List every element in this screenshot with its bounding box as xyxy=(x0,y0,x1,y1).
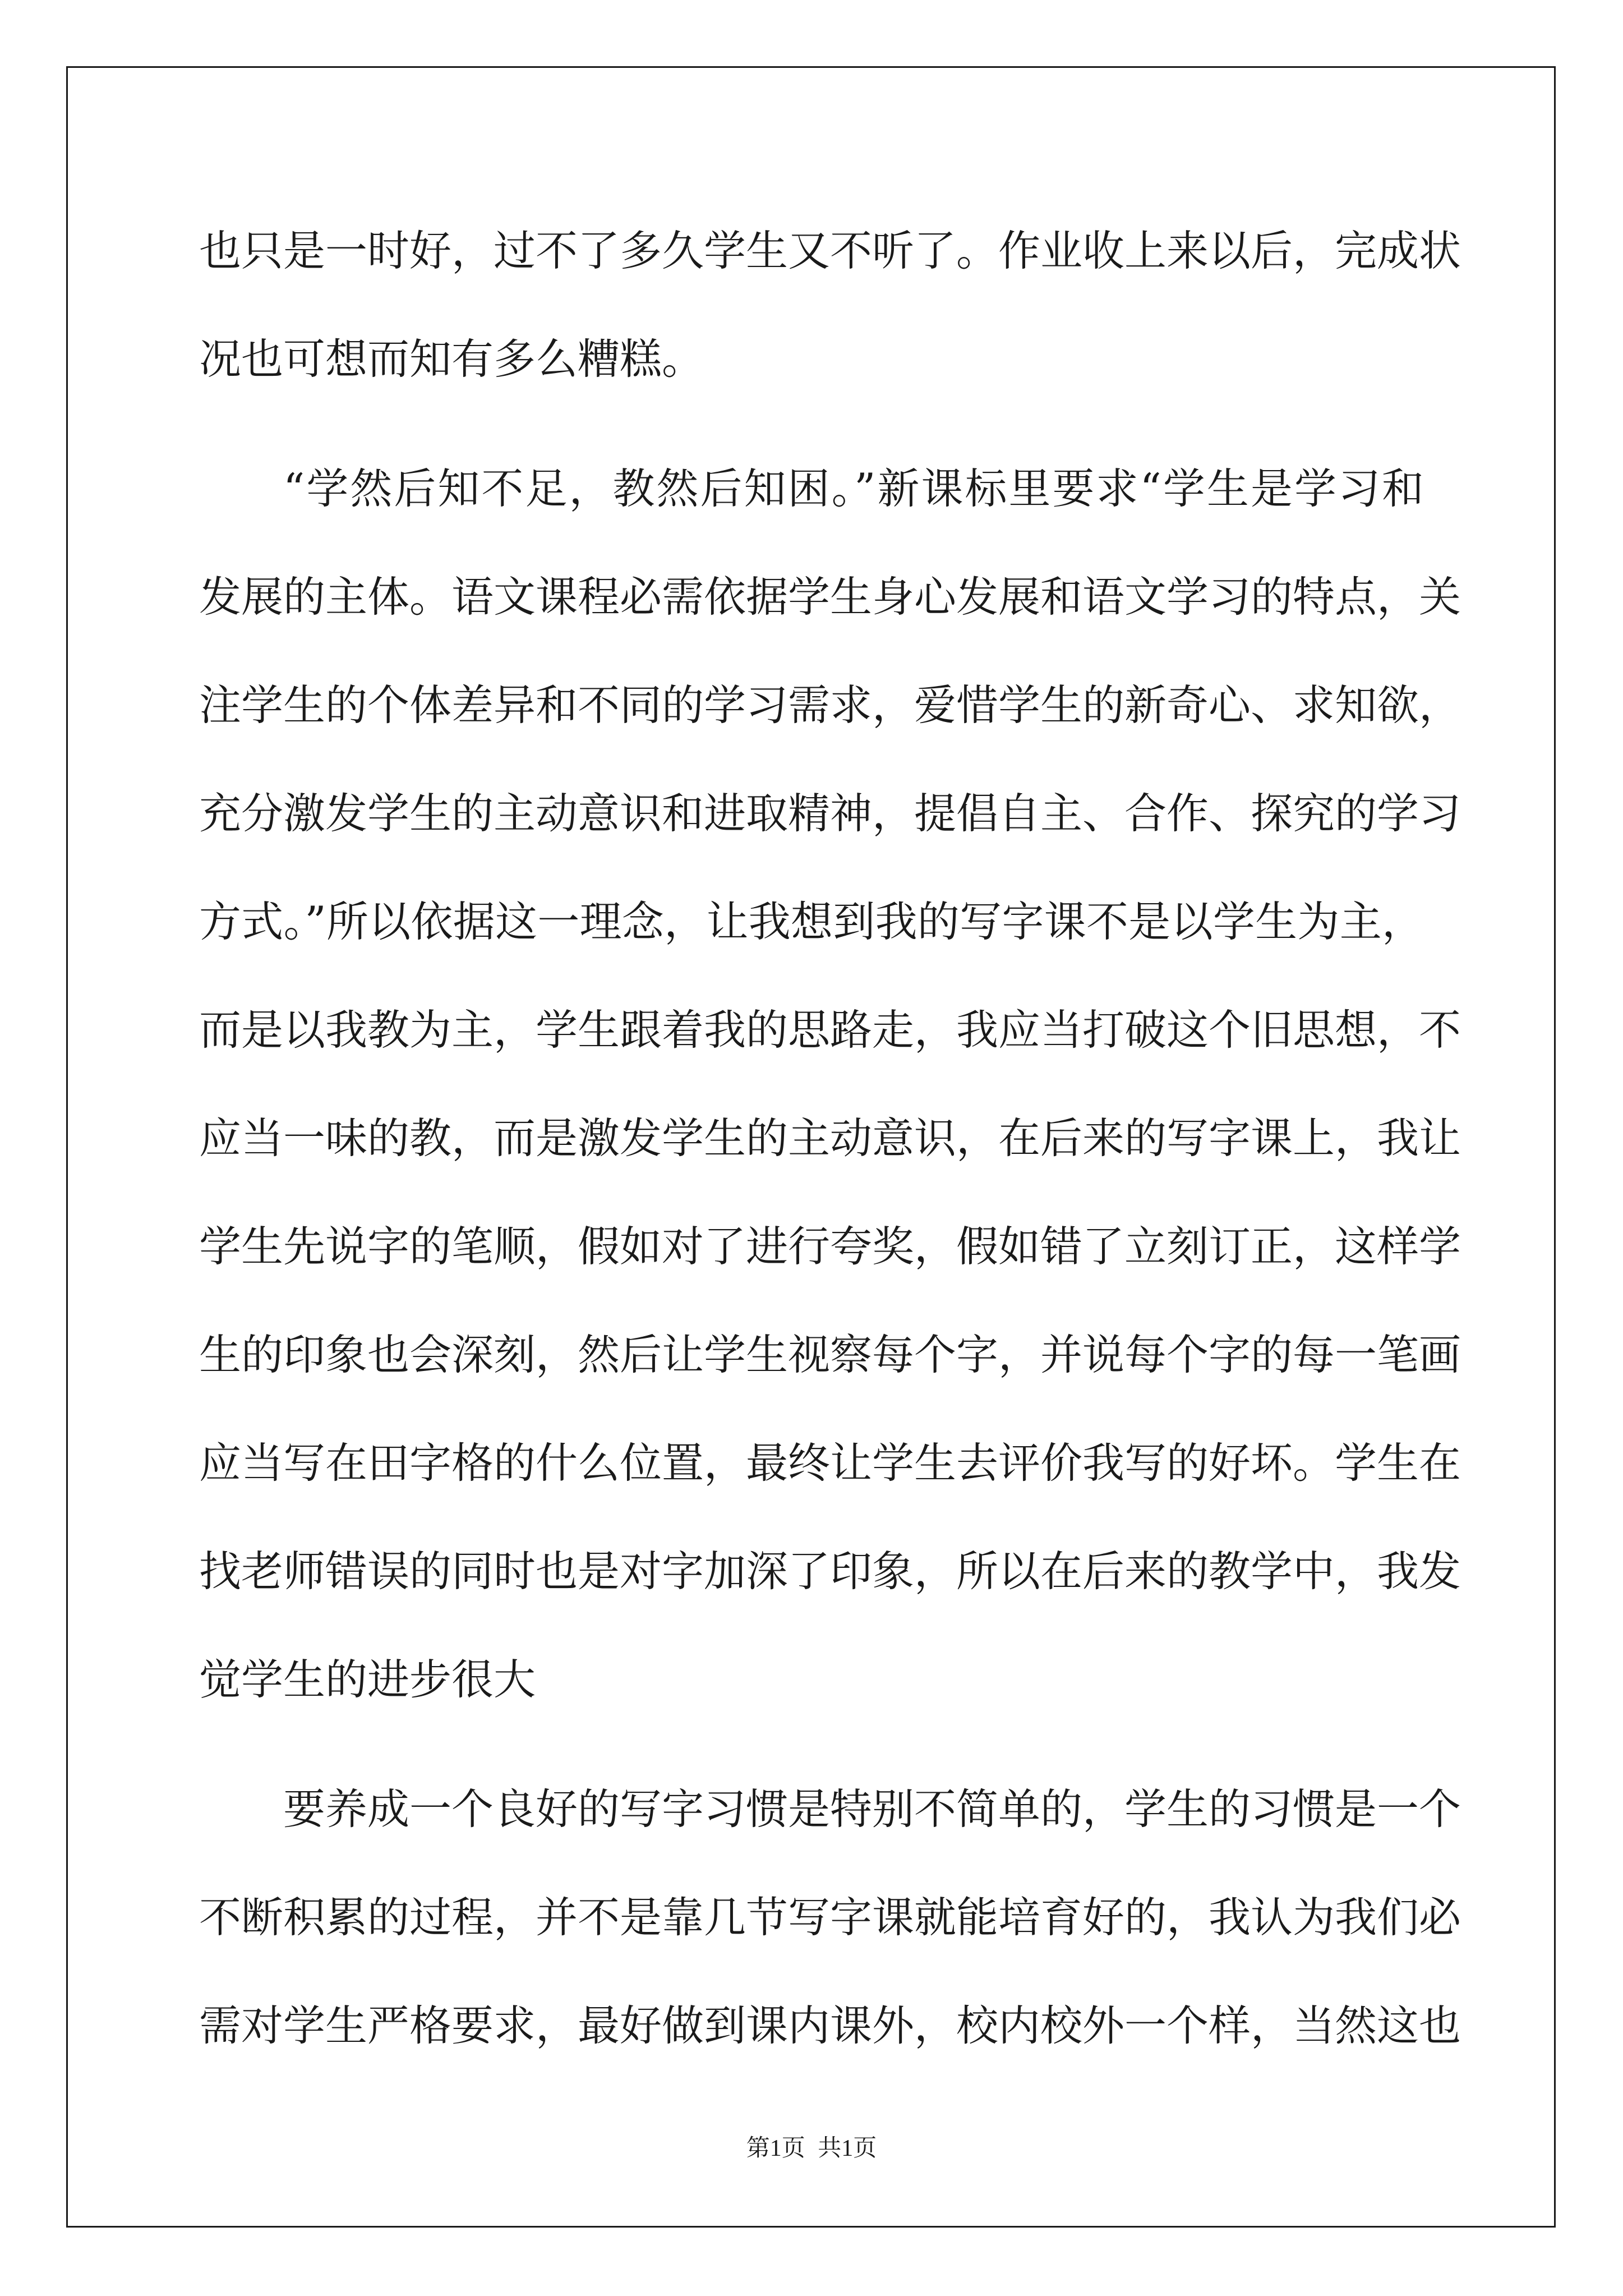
paragraph xyxy=(199,447,1461,1746)
text-line: 要养成一个良好的写字习惯是特别不简单的，学生的习惯是一个 xyxy=(283,1784,1461,1834)
text-line: 而是以我教为主，学生跟着我的思路走，我应当打破这个旧思想，不 xyxy=(199,1005,1461,1055)
page-footer xyxy=(0,2129,1623,2163)
paragraph xyxy=(199,1767,1461,2092)
text-line: 学生先说字的笔顺，假如对了进行夸奖，假如错了立刻订正，这样学 xyxy=(199,1222,1461,1271)
total-pages: 共1页 xyxy=(818,2136,877,2161)
text-line: 生的印象也会深刻，然后让学生视察每个字，并说每个字的每一笔画 xyxy=(199,1330,1461,1379)
text-line: 找老师错误的同时也是对字加深了印象，所以在后来的教学中，我发 xyxy=(199,1547,1461,1596)
paragraph xyxy=(199,209,1461,425)
text-line: 需对学生严格要求，最好做到课内课外，校内校外一个样，当然这也 xyxy=(199,2001,1461,2050)
text-line: 应当一味的教，而是激发学生的主动意识，在后来的写字课上，我让 xyxy=(199,1114,1461,1163)
text-line: 况也可想而知有多么糟糕。 xyxy=(199,334,704,384)
text-line: 方式。”所以依据这一理念，让我想到我的写字课不是以学生为主， xyxy=(199,897,1424,946)
text-line: 不断积累的过程，并不是靠几节写字课就能培育好的，我认为我们必 xyxy=(199,1893,1461,1942)
page-number: 第1页 xyxy=(746,2136,805,2161)
text-line: 觉学生的进步很大 xyxy=(199,1655,536,1704)
text-line: 发展的主体。语文课程必需依据学生身心发展和语文学习的特点，关 xyxy=(199,572,1461,622)
text-line: 注学生的个体差异和不同的学习需求，爱惜学生的新奇心、求知欲， xyxy=(199,680,1461,730)
text-line: “学然后知不足，教然后知困。”新课标里要求“学生是学习和 xyxy=(283,464,1424,513)
text-line: 应当写在田字格的什么位置，最终让学生去评价我写的好坏。学生在 xyxy=(199,1438,1461,1488)
document-body xyxy=(199,209,1461,2092)
text-line: 也只是一时好，过不了多久学生又不听了。作业收上来以后，完成状 xyxy=(199,226,1461,275)
text-line: 充分激发学生的主动意识和进取精神，提倡自主、合作、探究的学习 xyxy=(199,789,1461,838)
